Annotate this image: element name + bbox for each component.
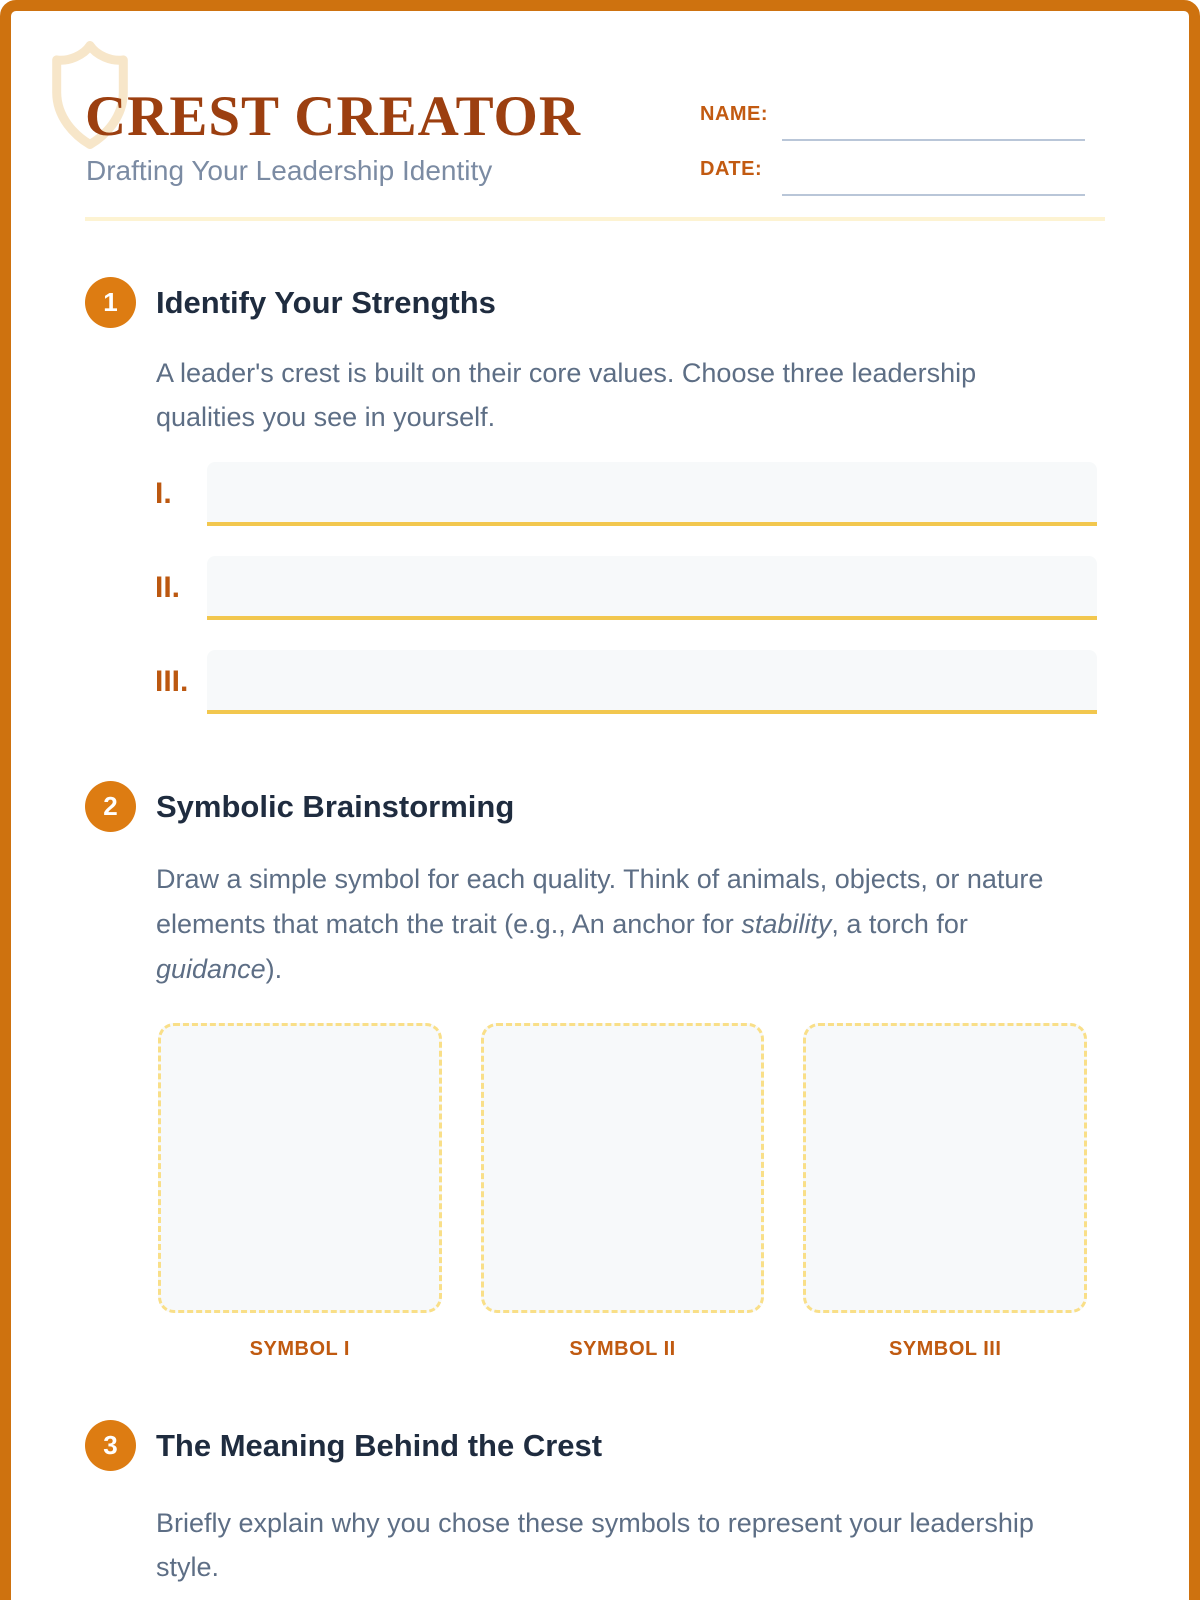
symbol-drawing-box-1[interactable]: [158, 1023, 442, 1313]
strength-numeral-3: III.: [155, 665, 189, 698]
section-3-number-badge: 3: [85, 1420, 136, 1471]
strength-row-1: [155, 462, 1097, 526]
symbol-label-1: SYMBOL I: [249, 1338, 350, 1360]
symbol-label-3: SYMBOL III: [888, 1338, 1002, 1360]
strengths-list: [155, 462, 1097, 744]
symbol-grid: [158, 1023, 1087, 1361]
section-2-desc-part1: Draw a simple symbol for each quality. Think of animals, objects, or nature elements that match the trait (e.g., An anchor for: [156, 864, 1044, 939]
section-3-description: Briefly explain why you chose these symbols to represent your leadership style.: [156, 1508, 1034, 1582]
section-3-header: [85, 1420, 602, 1471]
strength-numeral-2: II.: [155, 571, 181, 604]
name-input[interactable]: [782, 111, 1085, 141]
section-1-number-badge: 1: [85, 277, 136, 328]
symbol-label-2: SYMBOL II: [569, 1338, 676, 1360]
section-2-description: [156, 857, 1096, 992]
strength-row-3: [155, 650, 1097, 714]
symbol-boxes: [158, 1023, 1087, 1361]
symbol-drawing-box-2[interactable]: [481, 1023, 765, 1313]
symbol-cell-1: [158, 1023, 442, 1361]
section-2-number-badge: 2: [85, 781, 136, 832]
strength-input-3[interactable]: [207, 650, 1097, 714]
section-1-title: Identify Your Strengths: [156, 284, 496, 320]
section-2-italic-guidance: guidance: [156, 954, 266, 984]
date-label: DATE:: [700, 158, 763, 180]
section-2-desc-part2: , a torch for: [831, 909, 968, 939]
section-2-header: [85, 781, 514, 832]
section-3-title: The Meaning Behind the Crest: [156, 1427, 603, 1463]
symbol-drawing-box-3[interactable]: [803, 1023, 1087, 1313]
name-field-row: [700, 103, 1085, 141]
name-label: NAME:: [700, 103, 769, 125]
date-input[interactable]: [782, 166, 1085, 196]
section-1-header: [85, 277, 496, 328]
symbol-cell-3: [803, 1023, 1087, 1361]
symbol-cell-2: [481, 1023, 765, 1361]
header-divider: [85, 217, 1105, 221]
strength-input-2[interactable]: [207, 556, 1097, 620]
page-title: CREST CREATOR: [85, 85, 582, 148]
section-2-italic-stability: stability: [741, 909, 832, 939]
section-1-description: A leader's crest is built on their core values. Choose three leadership qualities you see in yourself.: [156, 358, 977, 432]
section-2-title: Symbolic Brainstorming: [156, 788, 515, 824]
date-field-row: [700, 158, 1085, 196]
page-subtitle: Drafting Your Leadership Identity: [86, 155, 493, 186]
strength-input-1[interactable]: [207, 462, 1097, 526]
strength-row-2: [155, 556, 1097, 620]
strength-numeral-1: I.: [155, 477, 172, 510]
section-2-desc-part3: ).: [265, 954, 283, 984]
